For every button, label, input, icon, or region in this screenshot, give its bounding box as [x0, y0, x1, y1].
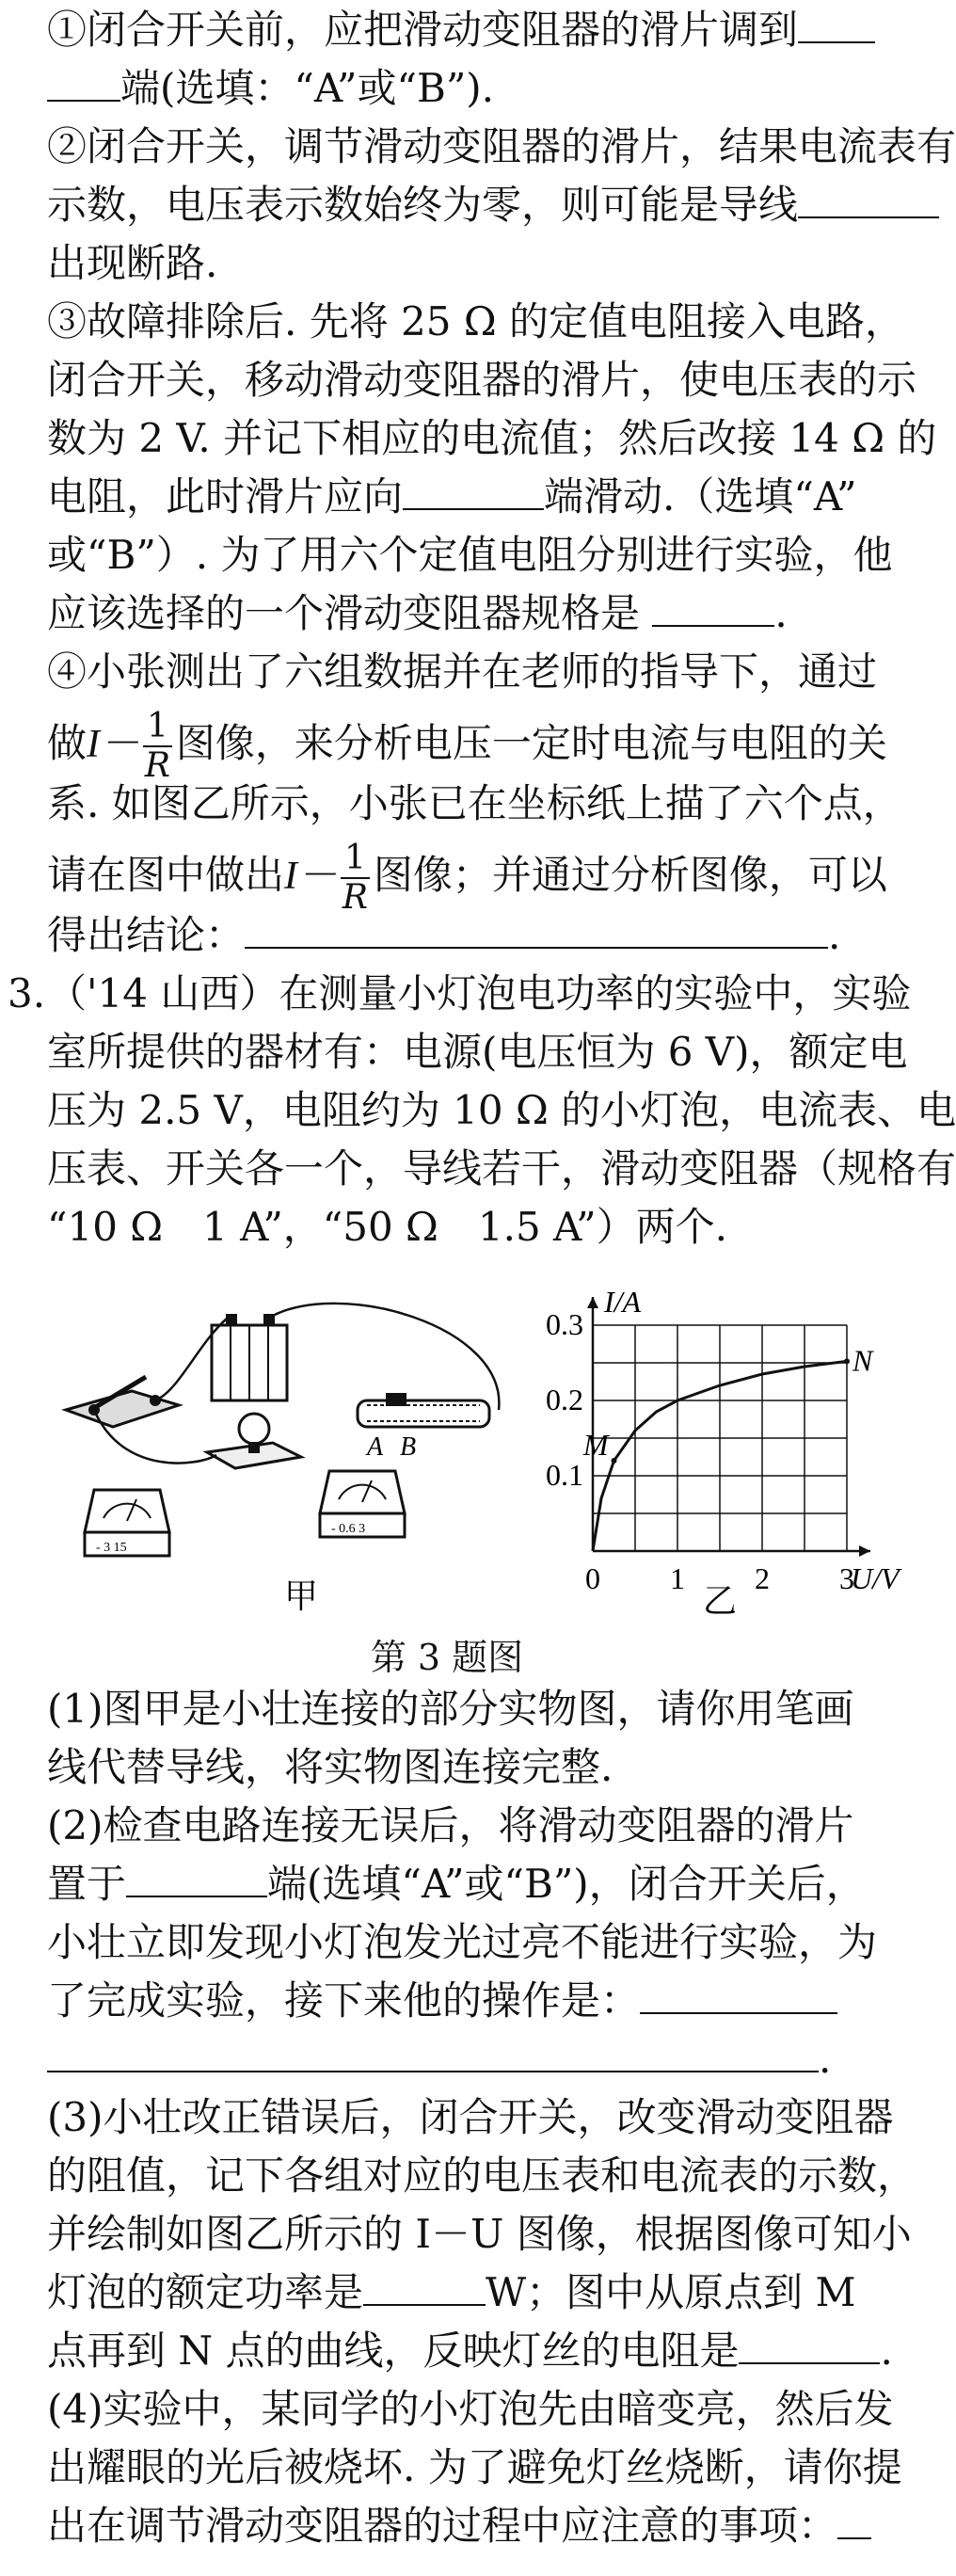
q-text: 出现断路.	[47, 240, 218, 286]
q-text: 请在图中做出	[47, 852, 285, 898]
q-text: 的阻值，记下各组对应的电压表和电流表的示数，	[47, 2152, 917, 2199]
q-text: (4)实验中，某同学的小灯泡先由暗变亮，然后发	[47, 2386, 894, 2432]
text-line	[0, 648, 941, 696]
answer-blank[interactable]	[652, 591, 774, 627]
terminal-a-label: A	[367, 1432, 384, 1462]
text-line	[0, 1860, 941, 1909]
q-text: 压表、开关各一个，导线若干，滑动变阻器（规格有	[47, 1145, 956, 1192]
q-text: 端滑动.（选填“A”	[544, 473, 857, 520]
y-axis-label: I/A	[604, 1285, 642, 1319]
answer-blank[interactable]	[47, 66, 120, 102]
text-line	[0, 64, 941, 113]
text-line	[0, 1144, 956, 1193]
text-line	[0, 969, 912, 1018]
q-text: “10 Ω 1 A”，“50 Ω 1.5 A”）两个.	[47, 1204, 728, 1250]
answer-blank[interactable]	[798, 8, 875, 43]
text-line	[0, 2268, 941, 2317]
answer-blank[interactable]	[640, 1978, 837, 2014]
text-line: .	[0, 2035, 941, 2084]
point-label-M: M	[582, 1428, 609, 1462]
text-line	[0, 472, 941, 521]
text-line	[0, 1685, 941, 1734]
answer-blank[interactable]	[245, 913, 828, 949]
q-text: 端(选填：“A”或“B”).	[120, 65, 495, 111]
apparatus-drawing	[56, 1288, 527, 1626]
q-text: ②闭合开关，调节滑动变阻器的滑片，结果电流表有	[47, 123, 956, 169]
q-text: 数为 2 V. 并记下相应的电流值；然后改接 14 Ω 的	[47, 415, 937, 461]
y-tick-label: 0.1	[546, 1458, 583, 1492]
y-axis-arrow	[587, 1297, 598, 1308]
q-text: 了完成实验，接下来他的操作是：	[47, 1977, 641, 2024]
q-text: ①闭合开关前，应把滑动变阻器的滑片调到	[47, 7, 799, 53]
q-text: 做	[47, 720, 88, 766]
q-text: 电阻，此时滑片应向	[47, 473, 404, 520]
voltmeter-scale: - 0.6 3	[331, 1522, 366, 1536]
text-line	[0, 1743, 941, 1792]
text-line: 应该选择的一个滑动变阻器规格是 .	[47, 590, 788, 636]
q-text: 置于	[47, 1861, 127, 1907]
y-tick-label: 0.2	[546, 1383, 583, 1416]
q-text: 系. 如图乙所示，小张已在坐标纸上描了六个点，	[47, 780, 902, 826]
q-text: 得出结论：	[47, 912, 246, 958]
text-line	[0, 181, 941, 230]
text-line	[0, 414, 941, 463]
figure-caption: 第 3 题图	[370, 1637, 524, 1678]
text-line	[0, 1801, 941, 1850]
text-line	[0, 2385, 941, 2434]
math-expr: I－	[87, 723, 140, 766]
answer-blank[interactable]	[126, 1862, 267, 1897]
q-text: 室所提供的器材有：电源(电压恒为 6 V)，额定电	[47, 1029, 908, 1075]
fraction-one-over-r: $\frac{1}{R}$	[342, 839, 369, 917]
text-line	[0, 122, 956, 171]
q-text: 并绘制如图乙所示的 I－U 图像，根据图像可知小	[47, 2211, 912, 2257]
terminal-b-label: B	[400, 1432, 417, 1462]
answer-blank[interactable]	[363, 2270, 486, 2306]
x-tick-label: 3	[839, 1561, 854, 1595]
text-line	[0, 2502, 941, 2551]
q-text: ④小张测出了六组数据并在老师的指导下，通过	[47, 648, 878, 695]
q-text: （'14 山西）在测量小灯泡电功率的实验中，实验	[47, 970, 912, 1016]
text-line	[0, 1203, 941, 1252]
x-tick-label: 0	[585, 1561, 600, 1595]
q-text: ③故障排除后. 先将 25 Ω 的定值电阻接入电路，	[47, 298, 905, 344]
x-tick-label: 1	[670, 1561, 685, 1595]
rheostat-icon	[358, 1393, 489, 1427]
text-line	[0, 2210, 941, 2259]
text-line	[0, 2152, 941, 2200]
text-line	[0, 2443, 941, 2492]
figure-label-yi: 乙	[702, 1582, 738, 1620]
iu-chart	[527, 1285, 900, 1626]
wire	[269, 1304, 499, 1410]
text-line	[0, 1976, 941, 2025]
answer-blank[interactable]	[739, 2328, 880, 2364]
text-line	[0, 531, 941, 580]
text-line	[0, 840, 941, 917]
text-line	[0, 779, 941, 828]
q-text: (3)小壮改正错误后，闭合开关，改变滑动变阻器	[47, 2094, 894, 2140]
y-tick-label: 0.3	[546, 1307, 583, 1341]
q-text: 灯泡的额定功率是	[47, 2269, 364, 2315]
answer-blank[interactable]	[403, 474, 544, 510]
answer-blank[interactable]	[47, 2037, 819, 2072]
q-text: 小壮立即发现小灯泡发光过亮不能进行实验，为	[47, 1919, 878, 1965]
text-line: 点再到 N 点的曲线，反映灯丝的电阻是 .	[47, 2328, 893, 2374]
text-line	[0, 1086, 956, 1135]
text-line: 得出结论： .	[47, 912, 841, 958]
q-text: 压为 2.5 V，电阻约为 10 Ω 的小灯泡，电流表、电	[47, 1087, 956, 1133]
q-text: 示数，电压表示数始终为零，则可能是导线	[47, 182, 799, 228]
q-text: 点再到 N 点的曲线，反映灯丝的电阻是	[47, 2328, 740, 2374]
text-line	[0, 1918, 941, 1967]
answer-blank[interactable]	[837, 2504, 871, 2539]
point-M	[612, 1458, 617, 1464]
switch-icon	[66, 1377, 179, 1427]
q-text: 出在调节滑动变阻器的过程中应注意的事项：	[47, 2503, 838, 2549]
q-text: 图像，来分析电压一定时电流与电阻的关	[175, 720, 887, 766]
question-number: 3.	[8, 970, 46, 1016]
q-text: W；图中从原点到 M	[486, 2269, 856, 2315]
fraction-one-over-r: $\frac{1}{R}$	[144, 707, 171, 785]
ammeter-scale: - 3 15	[96, 1541, 127, 1555]
q-text: (1)图甲是小壮连接的部分实物图，请你用笔画	[47, 1686, 854, 1732]
math-expr: I－	[284, 855, 338, 898]
text-line	[0, 6, 941, 55]
text-line	[0, 239, 941, 288]
battery-icon	[212, 1314, 287, 1400]
q-text: 应该选择的一个滑动变阻器规格是	[47, 590, 641, 636]
q-text: 图像；并通过分析图像，可以	[373, 852, 887, 898]
point-label-N: N	[852, 1343, 873, 1378]
point-N	[844, 1358, 850, 1364]
answer-blank[interactable]	[798, 183, 939, 218]
x-axis-arrow	[859, 1545, 870, 1557]
text-line	[0, 708, 941, 785]
q-text: 端(选填“A”或“B”)，闭合开关后，	[267, 1861, 866, 1907]
text-line	[0, 1028, 941, 1077]
text-line	[0, 356, 941, 405]
q-text: 出耀眼的光后被烧坏. 为了避免灯丝烧断，请你提	[47, 2444, 902, 2490]
text-line	[0, 297, 941, 346]
q-text: 线代替导线，将实物图连接完整.	[47, 1744, 613, 1790]
q-text: (2)检查电路连接无误后，将滑动变阻器的滑片	[47, 1802, 854, 1848]
q-text: 闭合开关，移动滑动变阻器的滑片，使电压表的示	[47, 357, 917, 403]
figure-3	[56, 1285, 900, 1626]
figure-label-jia: 甲	[283, 1577, 319, 1615]
x-axis-label: U/V	[851, 1561, 900, 1595]
q-text: 或“B”）. 为了用六个定值电阻分别进行实验，他	[47, 532, 893, 578]
bulb-icon	[207, 1414, 301, 1468]
x-tick-label: 2	[755, 1561, 770, 1595]
text-line	[0, 2093, 941, 2142]
